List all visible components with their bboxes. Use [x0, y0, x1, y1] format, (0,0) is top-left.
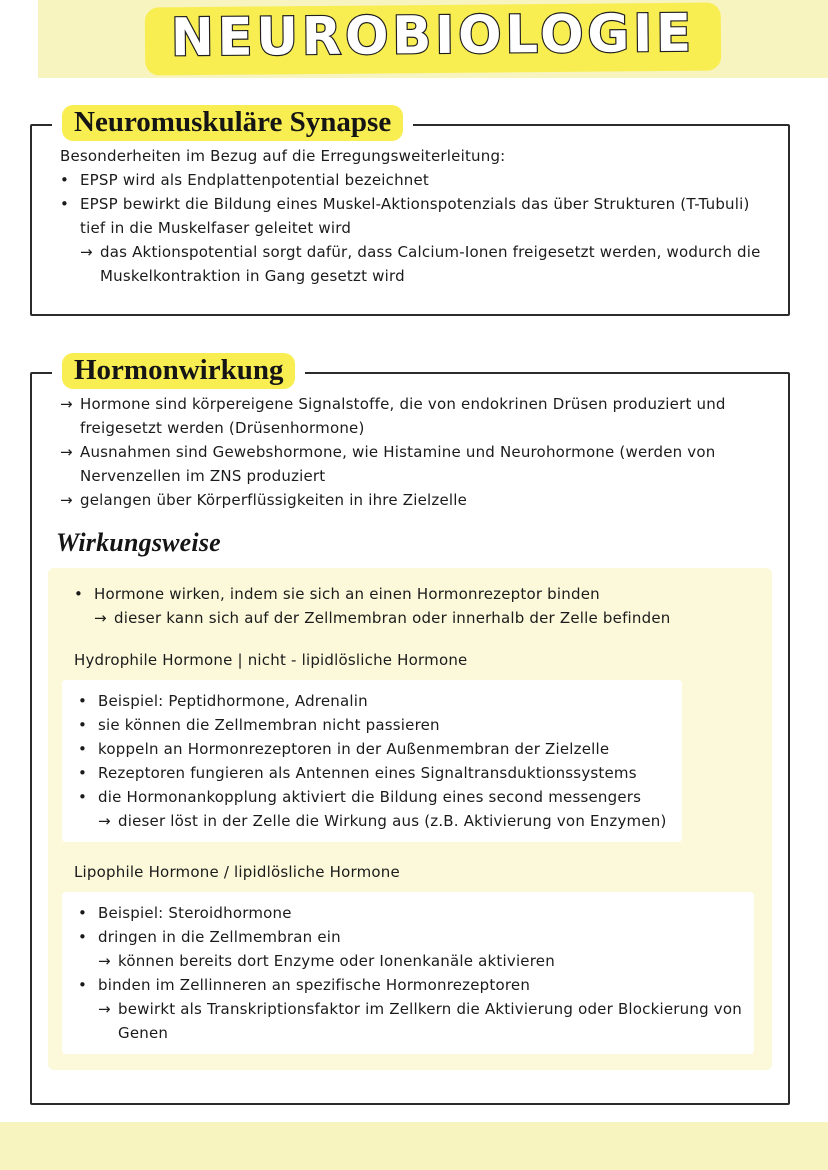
note-text: bewirkt als Transkriptionsfaktor im Zellkern die Aktivierung oder Blockierung von Genen: [118, 1000, 742, 1042]
note-line: [66, 973, 744, 997]
section-heading-hormonwirkung: [52, 351, 305, 389]
note-line: [66, 713, 672, 737]
arrow-marker: →: [60, 491, 73, 509]
arrow-marker: →: [98, 812, 111, 830]
note-text: das Aktionspotential sorgt dafür, dass Calcium-Ionen freigesetzt werden, wodurch die Muskelkontraktion in Gang gesetzt wird: [100, 243, 761, 285]
bullet-marker: •: [78, 716, 88, 734]
arrow-marker: →: [94, 609, 107, 627]
bullet-marker: •: [78, 904, 88, 922]
note-text: können bereits dort Enzyme oder Ionenkanäle aktivieren: [118, 952, 555, 970]
group-title-hydrophil: Hydrophile Hormone | nicht - lipidlösliche Hormone: [74, 651, 468, 669]
arrow-marker: →: [60, 443, 73, 461]
note-text: dieser löst in der Zelle die Wirkung aus (z.B. Aktivierung von Enzymen): [118, 812, 667, 830]
page-title-art: [157, 5, 710, 72]
note-text: Rezeptoren fungieren als Antennen eines Signaltransduktionssystems: [98, 764, 637, 782]
note-line: [66, 925, 744, 949]
arrow-marker: →: [80, 243, 93, 261]
bullet-marker: •: [78, 740, 88, 758]
bullet-marker: •: [60, 171, 70, 189]
hormon-notes: [32, 374, 788, 1070]
note-text: Hormone sind körpereigene Signalstoffe, die von endokrinen Drüsen produziert und freigesetzt werden (Drüsenhormone): [80, 395, 726, 437]
bullet-marker: •: [74, 585, 84, 603]
bullet-marker: •: [78, 788, 88, 806]
note-text: Ausnahmen sind Gewebshormone, wie Histamine und Neurohormone (werden von Nervenzellen im ZNS produziert: [80, 443, 716, 485]
note-line: [48, 392, 772, 440]
note-text: Hormone wirken, indem sie sich an einen Hormonrezeptor binden: [94, 585, 600, 603]
note-text: EPSP wird als Endplattenpotential bezeichnet: [80, 171, 429, 189]
synapse-notes: [32, 126, 788, 288]
bottom-banner: [0, 1122, 828, 1170]
group-title-lipophil: Lipophile Hormone / lipidlösliche Hormone: [74, 863, 400, 881]
note-line: [48, 240, 772, 288]
subheading-wirkungsweise: Wirkungsweise: [56, 528, 221, 557]
note-line: [66, 689, 672, 713]
note-line: [48, 168, 772, 192]
note-line: [62, 606, 754, 630]
note-text: Beispiel: Peptidhormone, Adrenalin: [98, 692, 368, 710]
title-highlight: [145, 2, 722, 75]
section-heading-synapse: [52, 103, 413, 141]
note-text: dringen in die Zellmembran ein: [98, 928, 341, 946]
heading-highlight: Hormonwirkung: [62, 353, 295, 389]
note-text: EPSP bewirkt die Bildung eines Muskel-Aktionspotenzials das über Strukturen (T-Tubuli) tief in die Muskelfaser geleitet wird: [80, 195, 750, 237]
heading-highlight: Neuromuskuläre Synapse: [62, 105, 403, 141]
note-line: [66, 997, 744, 1045]
note-line: [62, 582, 754, 606]
arrow-marker: →: [98, 1000, 111, 1018]
note-line: [66, 785, 672, 809]
note-text: gelangen über Körperflüssigkeiten in ihre Zielzelle: [80, 491, 468, 509]
top-banner: [38, 0, 828, 78]
note-card-hydrophil: [62, 680, 682, 842]
note-text: Besonderheiten im Bezug auf die Erregungsweiterleitung:: [60, 147, 506, 165]
note-line: [48, 192, 772, 240]
page-title: NEUROBIOLOGIE: [170, 4, 705, 69]
note-text: koppeln an Hormonrezeptoren in der Außenmembran der Zielzelle: [98, 740, 610, 758]
note-card-lipophil: [62, 892, 754, 1054]
note-line: [66, 901, 744, 925]
arrow-marker: →: [60, 395, 73, 413]
note-line: [48, 144, 772, 168]
notes-panel: [48, 568, 772, 1070]
note-text: sie können die Zellmembran nicht passieren: [98, 716, 440, 734]
note-text: Beispiel: Steroidhormone: [98, 904, 292, 922]
note-line: [66, 809, 672, 833]
note-line: [66, 737, 672, 761]
section-synapse: [30, 124, 790, 316]
note-text: binden im Zellinneren an spezifische Hormonrezeptoren: [98, 976, 531, 994]
note-line: [48, 488, 772, 512]
bullet-marker: •: [78, 692, 88, 710]
note-line: [66, 761, 672, 785]
bullet-marker: •: [78, 928, 88, 946]
bullet-marker: •: [78, 764, 88, 782]
arrow-marker: →: [98, 952, 111, 970]
note-text: dieser kann sich auf der Zellmembran oder innerhalb der Zelle befinden: [114, 609, 671, 627]
note-line: [48, 440, 772, 488]
note-line: [66, 949, 744, 973]
note-text: die Hormonankopplung aktiviert die Bildung eines second messengers: [98, 788, 642, 806]
bullet-marker: •: [78, 976, 88, 994]
section-hormonwirkung: [30, 372, 790, 1105]
bullet-marker: •: [60, 195, 70, 213]
